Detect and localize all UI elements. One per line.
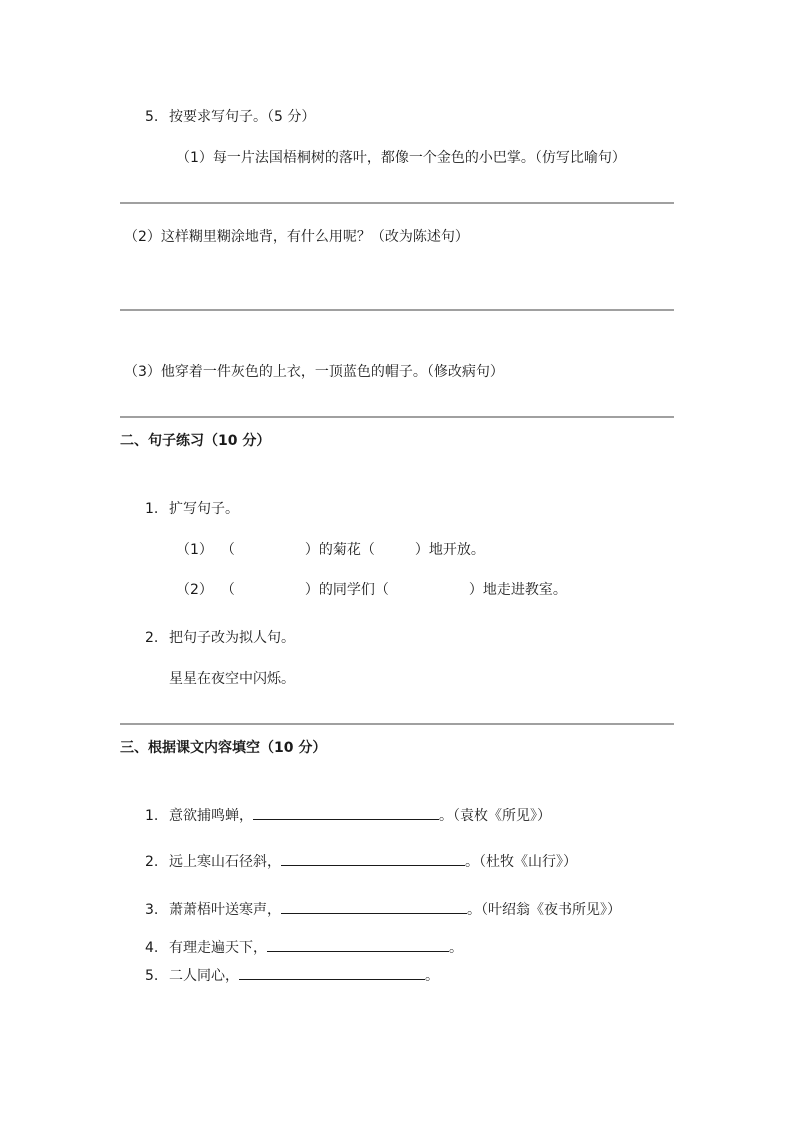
poem-line: 萧萧梧叶送寒声， xyxy=(169,902,281,918)
item-text: 每一片法国梧桐树的落叶，都像一个金色的小巴掌。（仿写比喻句） xyxy=(212,150,626,166)
item-label: （2） xyxy=(124,229,161,245)
q5-item-2 xyxy=(124,227,469,247)
item-label: （1） xyxy=(176,542,213,558)
bracket-close: ） xyxy=(304,582,319,598)
bracket-close: ） xyxy=(468,582,483,598)
poem-source: 。 xyxy=(449,940,463,956)
section-2-question-2 xyxy=(145,628,295,648)
sentence-part: 的同学们（ xyxy=(318,582,389,598)
answer-blank[interactable] xyxy=(253,805,439,820)
expand-sentence-2 xyxy=(176,580,567,600)
question-number: 1. xyxy=(145,501,159,517)
bracket-close: ） xyxy=(414,542,429,558)
answer-line xyxy=(120,723,674,725)
answer-blank[interactable] xyxy=(281,851,465,866)
poem-source: 。（袁枚《所见》） xyxy=(439,808,551,824)
section-3-heading: 三、根据课文内容填空（10 分） xyxy=(120,740,327,756)
question-text: 按要求写句子。（5 分） xyxy=(169,109,316,125)
poem-line: 有理走遍天下， xyxy=(169,940,267,956)
item-text: 他穿着一件灰色的上衣，一顶蓝色的帽子。（修改病句） xyxy=(160,364,504,380)
item-number: 4. xyxy=(145,940,159,956)
answer-line xyxy=(120,309,674,311)
poem-line: 意欲捕鸣蝉， xyxy=(169,808,253,824)
section-2-heading: 二、句子练习（10 分） xyxy=(120,433,271,449)
answer-blank[interactable] xyxy=(281,899,467,914)
question-number: 5. xyxy=(145,109,159,125)
bracket-close: ） xyxy=(304,542,319,558)
answer-line xyxy=(120,202,674,204)
item-label: （3） xyxy=(124,364,161,380)
question-number: 2. xyxy=(145,630,159,646)
question-text: 把句子改为拟人句。 xyxy=(169,630,295,646)
question-text: 扩写句子。 xyxy=(169,501,239,517)
poem-line: 二人同心， xyxy=(169,968,239,984)
fill-item-5 xyxy=(145,965,439,986)
poem-source: 。 xyxy=(425,968,439,984)
item-number: 5. xyxy=(145,968,159,984)
sentence-to-rewrite: 星星在夜空中闪烁。 xyxy=(169,671,295,687)
item-label: （2） xyxy=(176,582,213,598)
item-text: 这样糊里糊涂地背，有什么用呢？（改为陈述句） xyxy=(160,229,469,245)
sentence-part: 地开放。 xyxy=(428,542,485,558)
item-label: （1） xyxy=(176,150,213,166)
item-number: 2. xyxy=(145,854,159,870)
section-2-question-1 xyxy=(145,499,239,519)
sentence-part: 地走进教室。 xyxy=(482,582,567,598)
bracket-open: （ xyxy=(220,542,235,558)
answer-blank[interactable] xyxy=(267,937,449,952)
answer-line xyxy=(120,416,674,418)
fill-item-1 xyxy=(145,805,551,826)
poem-line: 远上寒山石径斜， xyxy=(169,854,281,870)
q5-item-1 xyxy=(176,148,626,168)
fill-item-2 xyxy=(145,851,577,872)
fill-item-3 xyxy=(145,899,621,920)
question-5-title xyxy=(145,107,315,127)
bracket-open: （ xyxy=(220,582,235,598)
item-number: 3. xyxy=(145,902,159,918)
expand-sentence-1 xyxy=(176,540,485,560)
q5-item-3 xyxy=(124,362,504,382)
item-number: 1. xyxy=(145,808,159,824)
answer-blank[interactable] xyxy=(239,965,425,980)
fill-item-4 xyxy=(145,937,463,958)
poem-source: 。（叶绍翁《夜书所见》） xyxy=(467,902,621,918)
poem-source: 。（杜牧《山行》） xyxy=(465,854,577,870)
sentence-part: 的菊花（ xyxy=(318,542,375,558)
